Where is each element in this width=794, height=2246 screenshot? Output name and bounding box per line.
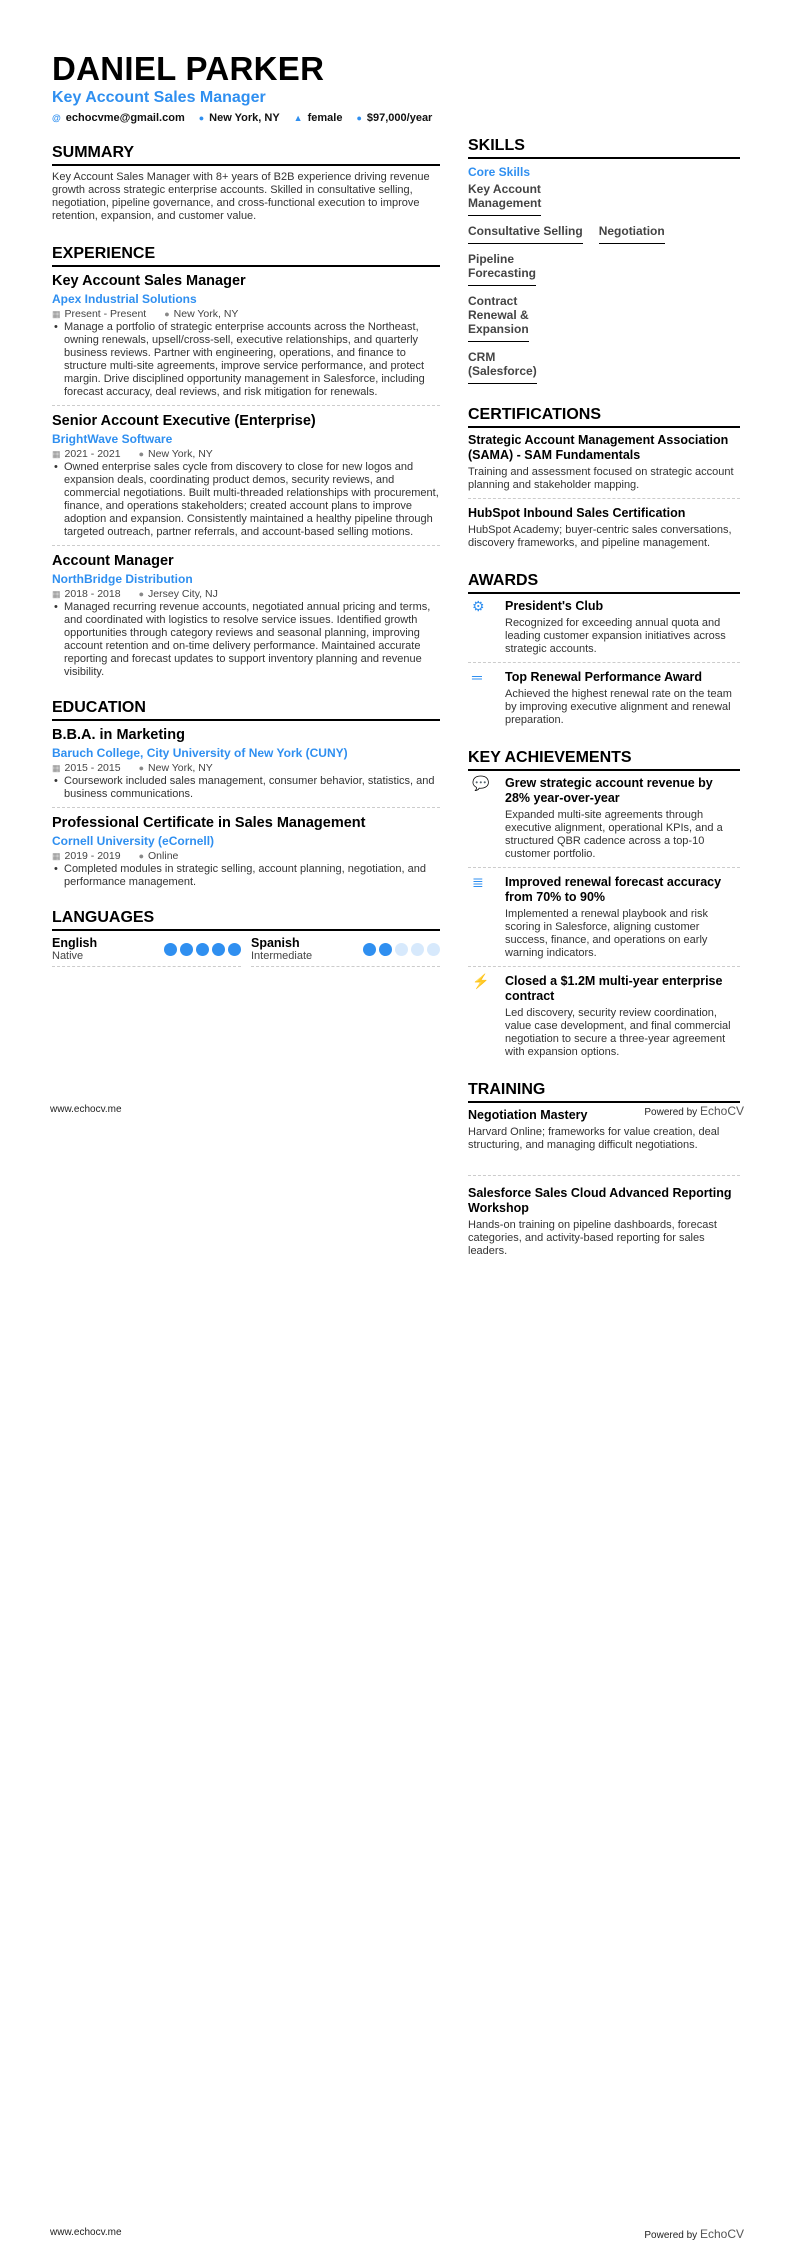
certification-item bbox=[468, 506, 740, 556]
achievement-desc: Expanded multi-site agreements through executive alignment, operational KPIs, and a structured QBR cadence across a top-10 customer portfolio. bbox=[505, 809, 723, 860]
achievement-desc: Implemented a renewal playbook and risk scoring in Salesforce, aligning customer success, finance, and operations on early warning indicators. bbox=[505, 908, 709, 959]
award-item bbox=[468, 670, 740, 733]
certification-item bbox=[468, 433, 740, 499]
bullet: • Manage a portfolio of strategic enterprise accounts across the Northeast, owning renewals, upsell/cross-sell, executive relationships, and quarterly business reviews. Partner with engineering, operations, and finance to structure multi-site agreements, improve service performance, and protect margin. Drive disciplined opportunity management in Salesforce, including forecast accuracy, deal reviews, and risk mitigation for renewals. bbox=[52, 321, 440, 399]
location-icon: ● bbox=[164, 309, 170, 319]
candidate-name: DANIEL PARKER bbox=[52, 50, 325, 87]
dates: 2021 - 2021 bbox=[64, 448, 121, 460]
job-entry bbox=[52, 552, 440, 685]
calendar-icon: ▦ bbox=[52, 449, 61, 459]
resume-page-2 bbox=[0, 1123, 794, 2246]
job-title: Key Account Sales Manager bbox=[52, 89, 266, 106]
brand-name: EchoCV bbox=[699, 2227, 744, 2241]
job-title: Key Account Sales Manager bbox=[52, 273, 246, 289]
award-desc: Achieved the highest renewal rate on the team by improving executive alignment and renewal preparation. bbox=[505, 688, 732, 726]
job-meta bbox=[52, 587, 440, 601]
location: Jersey City, NJ bbox=[148, 588, 218, 600]
skill-tag: Consultative Selling bbox=[468, 222, 583, 244]
rating-dot bbox=[212, 943, 225, 956]
achievement-title: Improved renewal forecast accuracy from 70% to 90% bbox=[505, 875, 722, 904]
email-icon: @ bbox=[52, 113, 61, 123]
education-section bbox=[52, 699, 440, 895]
rating-dot bbox=[164, 943, 177, 956]
job-meta bbox=[52, 307, 440, 321]
section-heading: EDUCATION bbox=[52, 699, 440, 721]
section-heading: AWARDS bbox=[468, 572, 740, 594]
language-level: Intermediate bbox=[251, 950, 313, 962]
training-title: Negotiation Mastery bbox=[468, 1108, 588, 1122]
left-column bbox=[52, 50, 440, 967]
dates: 2018 - 2018 bbox=[64, 588, 121, 600]
chat-icon: 💬 bbox=[472, 775, 490, 791]
gear-icon: ⚙ bbox=[472, 598, 485, 614]
awards-section bbox=[468, 572, 740, 733]
language-rating bbox=[164, 943, 241, 956]
bullet: • Owned enterprise sales cycle from discovery to close for new logos and expansion deals, coordinating product demos, security reviews, and commercial negotiations. Built multi-threaded relationships with procurement, finance, and operations stakeholders; created account plans to improve adoption and expansion. Consistently maintained a healthy pipeline through targeted outreach, partner referrals, and account-based selling motions. bbox=[52, 461, 440, 539]
award-title: President's Club bbox=[505, 599, 604, 613]
job-title: Senior Account Executive (Enterprise) bbox=[52, 413, 316, 429]
footer-powered[interactable] bbox=[644, 2227, 744, 2241]
award-item bbox=[468, 599, 740, 663]
language-rating bbox=[363, 943, 440, 956]
rating-dot bbox=[427, 943, 440, 956]
language-name: English bbox=[52, 936, 98, 950]
language-name: Spanish bbox=[251, 936, 300, 950]
education-organization[interactable]: Cornell University (eCornell) bbox=[52, 834, 215, 848]
database-icon: ≣ bbox=[472, 874, 484, 890]
skill-tag: Pipeline Forecasting bbox=[468, 250, 536, 286]
footer-powered[interactable] bbox=[644, 1104, 744, 1118]
calendar-icon: ▦ bbox=[52, 309, 61, 319]
brand-name: EchoCV bbox=[699, 1104, 744, 1118]
rating-dot bbox=[363, 943, 376, 956]
skills-section bbox=[468, 137, 740, 390]
location: New York, NY bbox=[209, 112, 280, 124]
rating-dot bbox=[379, 943, 392, 956]
achievement-title: Grew strategic account revenue by 28% year-over-year bbox=[505, 776, 713, 805]
language-item bbox=[251, 936, 440, 967]
contact-row bbox=[52, 112, 440, 124]
job-meta bbox=[52, 447, 440, 461]
summary-text: Key Account Sales Manager with 8+ years of B2B experience driving revenue growth across strategic enterprise accounts. Skilled in consultative selling, negotiation, pipeline governance, and cross-functional execution to improve retention, expansion, and customer value. bbox=[52, 171, 430, 222]
location-icon: ● bbox=[138, 589, 145, 599]
bolt-icon: ⚡ bbox=[472, 973, 490, 989]
location-icon: ● bbox=[198, 113, 205, 123]
skill-tag: CRM (Salesforce) bbox=[468, 348, 537, 384]
language-item bbox=[52, 936, 241, 967]
achievement-item bbox=[468, 974, 740, 1065]
achievement-item bbox=[468, 776, 740, 868]
language-level: Native bbox=[52, 950, 84, 962]
job-title: Account Manager bbox=[52, 553, 174, 569]
education-title: Professional Certificate in Sales Management bbox=[52, 815, 366, 831]
certification-desc: HubSpot Academy; buyer-centric sales conversations, discovery frameworks, and pipeline management. bbox=[468, 524, 732, 549]
powered-by-label: Powered by bbox=[644, 1107, 698, 1118]
rating-dot bbox=[411, 943, 424, 956]
languages-section bbox=[52, 909, 440, 967]
achievement-desc: Led discovery, security review coordination, value case development, and final commercial negotiation to secure a three-year agreement with expansion options. bbox=[505, 1007, 731, 1058]
education-title: B.B.A. in Marketing bbox=[52, 727, 185, 743]
rating-dot bbox=[196, 943, 209, 956]
job-organization[interactable]: NorthBridge Distribution bbox=[52, 572, 193, 586]
dates: 2015 - 2015 bbox=[64, 762, 121, 774]
location: New York, NY bbox=[173, 308, 239, 320]
location-icon: ● bbox=[138, 449, 145, 459]
education-entry bbox=[52, 726, 440, 808]
section-heading: EXPERIENCE bbox=[52, 245, 440, 267]
summary-section bbox=[52, 144, 440, 223]
experience-section bbox=[52, 245, 440, 685]
training-desc: Hands-on training on pipeline dashboards, forecast categories, and activity-based reporting for sales leaders. bbox=[468, 1219, 717, 1257]
section-heading: SUMMARY bbox=[52, 144, 440, 166]
job-entry bbox=[52, 272, 440, 406]
bullet: • Managed recurring revenue accounts, negotiated annual pricing and terms, and coordinated with logistics to resolve service issues. Identified growth opportunities through category reviews and seasonal planning, improving account retention and on-time delivery performance. Maintained accurate reporting and forecast updates to support inventory planning and revenue visibility. bbox=[52, 601, 440, 679]
bullet: • Completed modules in strategic selling, account planning, negotiation, and performance management. bbox=[52, 863, 440, 889]
job-entry bbox=[52, 412, 440, 546]
certification-desc: Training and assessment focused on strategic account planning and stakeholder mapping. bbox=[468, 466, 734, 491]
certification-title: HubSpot Inbound Sales Certification bbox=[468, 506, 686, 520]
salary-icon: ● bbox=[356, 113, 362, 123]
job-organization[interactable]: Apex Industrial Solutions bbox=[52, 292, 197, 306]
lines-icon: ═ bbox=[472, 669, 482, 685]
bullet: • Coursework included sales management, consumer behavior, statistics, and business communications. bbox=[52, 775, 440, 801]
section-heading: TRAINING bbox=[468, 1081, 740, 1103]
training-desc: Harvard Online; frameworks for value creation, deal structuring, and managing difficult negotiations. bbox=[468, 1126, 720, 1151]
education-meta bbox=[52, 849, 440, 863]
certification-title: Strategic Account Management Association (SAMA) - SAM Fundamentals bbox=[468, 433, 729, 462]
achievement-item bbox=[468, 875, 740, 967]
location: New York, NY bbox=[148, 762, 213, 774]
dates: 2019 - 2019 bbox=[64, 850, 121, 862]
section-heading: LANGUAGES bbox=[52, 909, 440, 931]
section-heading: SKILLS bbox=[468, 137, 740, 159]
right-column-continued bbox=[468, 1175, 740, 1258]
gender: female bbox=[307, 112, 343, 124]
powered-by-label: Powered by bbox=[644, 2230, 698, 2241]
email[interactable]: echocvme@gmail.com bbox=[65, 112, 185, 124]
skill-tag: Key Account Management bbox=[468, 180, 541, 216]
right-column bbox=[468, 137, 740, 1165]
achievements-section bbox=[468, 749, 740, 1065]
location-icon: ● bbox=[138, 763, 145, 773]
award-desc: Recognized for exceeding annual quota and leading customer expansion initiatives across strategic accounts. bbox=[505, 617, 726, 655]
skill-group-title: Core Skills bbox=[468, 165, 531, 179]
location-icon: ● bbox=[138, 851, 145, 861]
rating-dot bbox=[180, 943, 193, 956]
education-organization[interactable]: Baruch College, City University of New York (CUNY) bbox=[52, 746, 348, 760]
calendar-icon: ▦ bbox=[52, 851, 61, 861]
calendar-icon: ▦ bbox=[52, 763, 61, 773]
rating-dot bbox=[228, 943, 241, 956]
training-title: Salesforce Sales Cloud Advanced Reporting Workshop bbox=[468, 1186, 732, 1215]
education-entry bbox=[52, 814, 440, 895]
footer-site[interactable]: www.echocv.me bbox=[50, 2227, 122, 2238]
education-meta bbox=[52, 761, 440, 775]
award-title: Top Renewal Performance Award bbox=[505, 670, 703, 684]
section-heading: CERTIFICATIONS bbox=[468, 406, 740, 428]
dates: Present - Present bbox=[64, 308, 147, 320]
footer-site[interactable]: www.echocv.me bbox=[50, 1104, 122, 1115]
calendar-icon: ▦ bbox=[52, 589, 61, 599]
training-item bbox=[468, 1175, 740, 1258]
location: New York, NY bbox=[148, 448, 213, 460]
certifications-section bbox=[468, 406, 740, 556]
skill-tag: Negotiation bbox=[599, 222, 665, 244]
section-heading: KEY ACHIEVEMENTS bbox=[468, 749, 740, 771]
skill-tag: Contract Renewal & Expansion bbox=[468, 292, 529, 342]
person-icon: ▲ bbox=[293, 113, 303, 123]
location: Online bbox=[148, 850, 179, 862]
salary: $97,000/year bbox=[366, 112, 433, 124]
rating-dot bbox=[395, 943, 408, 956]
achievement-title: Closed a $1.2M multi-year enterprise contract bbox=[505, 974, 723, 1003]
job-organization[interactable]: BrightWave Software bbox=[52, 432, 173, 446]
